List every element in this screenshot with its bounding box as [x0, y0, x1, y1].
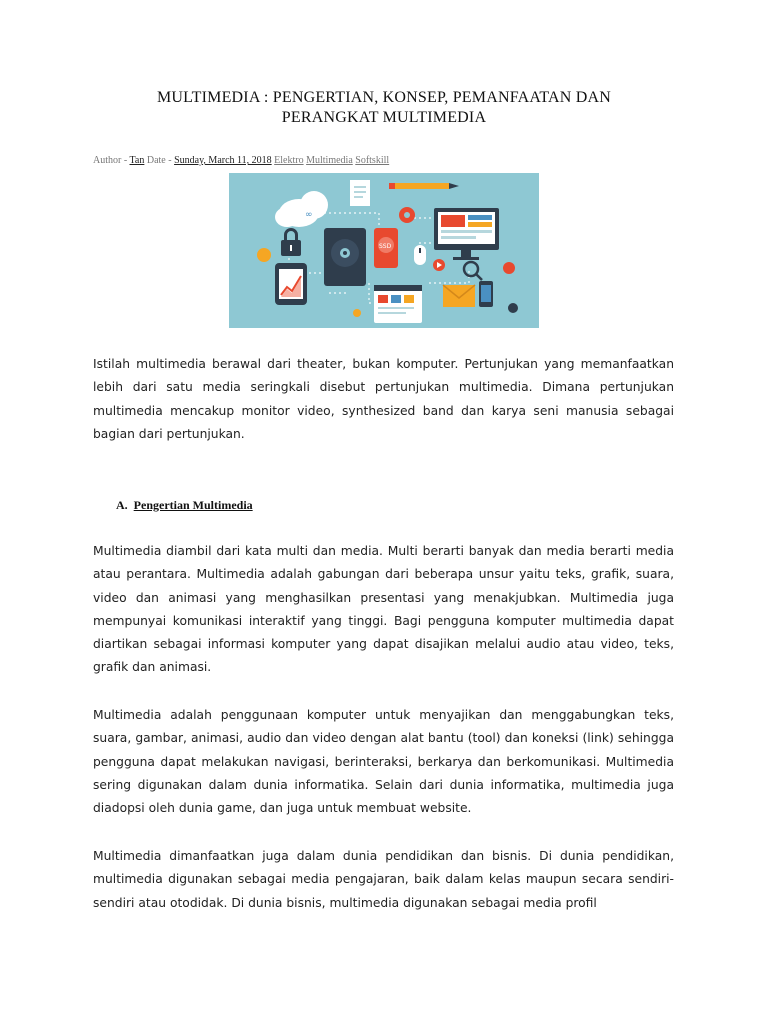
- multimedia-illustration: [229, 173, 539, 328]
- tag-link-multimedia[interactable]: Multimedia: [306, 155, 353, 166]
- browser-window-icon: [374, 285, 422, 323]
- gear-icon: [399, 207, 415, 223]
- intro-paragraph: Istilah multimedia berawal dari theater, bukan komputer. Pertunjukan yang memanfaatkan lebih dari satu media seringkali disebut pertunjukan multimedia. Dimana pertunjukan multimedia mencakup monitor video, synthesized band dan karya seni manusia sebagai bagian dari pertunjukan.: [93, 357, 674, 441]
- ssd-icon: [374, 228, 398, 268]
- pencil-icon: [389, 183, 459, 189]
- section-marker: A.: [116, 498, 128, 512]
- document-icon: [350, 180, 370, 206]
- date-link[interactable]: Sunday, March 11, 2018: [174, 155, 272, 166]
- play-icon: [433, 259, 445, 271]
- envelope-icon: [443, 285, 475, 307]
- author-link[interactable]: Tan: [129, 155, 145, 166]
- section-heading: [116, 498, 253, 513]
- section-title: Pengertian Multimedia: [133, 498, 253, 512]
- hard-drive-icon: [324, 228, 366, 286]
- article-title-line1: MULTIMEDIA : PENGERTIAN, KONSEP, PEMANFAATAN DAN: [156, 89, 612, 106]
- author-prefix: Author -: [93, 155, 128, 166]
- smartphone-icon: [479, 281, 493, 307]
- article-meta: [93, 155, 389, 166]
- svg-text:∞: ∞: [305, 210, 313, 220]
- tag-link-elektro[interactable]: Elektro: [274, 155, 304, 166]
- paragraph-3: Multimedia dimanfaatkan juga dalam dunia pendidikan dan bisnis. Di dunia pendidikan, multimedia digunakan sebagai media pengajaran, baik dalam kelas maupun secara sendiri-sendiri atau otodidak. Di dunia bisnis, multimedia digunakan sebagai media profil: [93, 849, 674, 910]
- phone-chart-icon: [275, 263, 307, 305]
- article-title: [80, 88, 688, 128]
- paragraph-1: Multimedia diambil dari kata multi dan media. Multi berarti banyak dan media berarti media atau perantara. Multimedia adalah gabungan dari beberapa unsur yaitu teks, grafik, suara, video dan animasi yang menghasilkan presentasi yang menakjubkan. Multimedia juga mempunyai komunikasi interaktif yang tinggi. Bagi pengguna komputer multimedia dapat diartikan sebagai informasi komputer yang dapat disajikan melalui audio atau video, teks, grafik dan animasi.: [93, 544, 674, 675]
- tag-link-softskill[interactable]: Softskill: [355, 155, 390, 166]
- paragraph-2: Multimedia adalah penggunaan komputer untuk menyajikan dan menggabungkan teks, suara, gambar, animasi, audio dan video dengan alat bantu (tool) dan koneksi (link) sehingga pengguna dapat melakukan navigasi, berinteraksi, berkarya dan berkomunikasi. Multimedia sering digunakan dalam dunia informatika. Selain dari dunia informatika, multimedia juga diadopsi oleh dunia game, dan juga untuk membuat website.: [93, 708, 674, 816]
- mouse-icon: [414, 245, 426, 265]
- svg-text:SSD: SSD: [379, 243, 392, 250]
- date-prefix: Date -: [146, 155, 172, 166]
- article-title-line2: PERANGKAT MULTIMEDIA: [281, 109, 487, 126]
